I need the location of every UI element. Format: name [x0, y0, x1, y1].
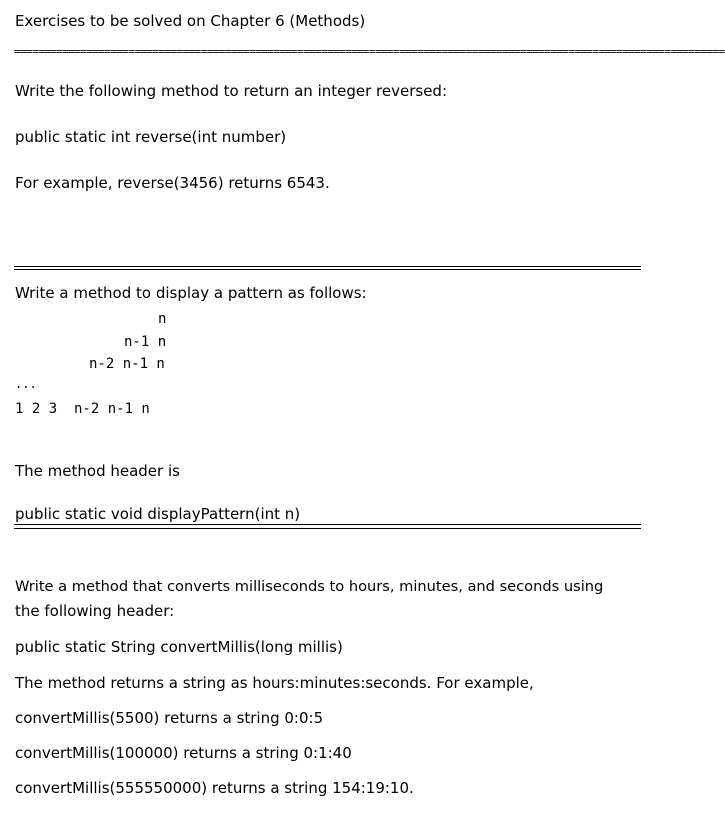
equals-separator: ====================================================================================================================== — [14, 45, 725, 58]
exercise-3-signature: public static String convertMillis(long millis) — [15, 638, 343, 656]
exercise-1-prompt: Write the following method to return an integer reversed: — [15, 82, 448, 100]
pattern-row-4: 1 2 3 n-2 n-1 n — [15, 401, 150, 417]
exercise-2-prompt: Write a method to display a pattern as follows: — [15, 284, 367, 302]
section-divider-2b — [14, 528, 641, 529]
exercise-2-signature: public static void displayPattern(int n) — [15, 505, 301, 523]
exercise-3-example-2: convertMillis(100000) returns a string 0:1:40 — [15, 744, 352, 762]
exercise-1-signature: public static int reverse(int number) — [15, 128, 287, 146]
exercise-2-header-intro: The method header is — [15, 462, 180, 480]
page-title: Exercises to be solved on Chapter 6 (Methods) — [15, 12, 366, 30]
exercise-3-description: The method returns a string as hours:minutes:seconds. For example, — [15, 674, 534, 692]
exercise-1-example: For example, reverse(3456) returns 6543. — [15, 174, 330, 192]
pattern-ellipsis: ... — [15, 377, 37, 391]
pattern-row-1: n — [158, 311, 167, 327]
section-divider-1 — [14, 266, 641, 270]
pattern-row-3: n-2 n-1 n — [89, 356, 165, 372]
exercise-3-prompt-line-2: the following header: — [15, 602, 175, 620]
exercise-3-prompt-line-1: Write a method that converts milliseconds to hours, minutes, and seconds using — [15, 578, 604, 595]
pattern-row-2: n-1 n — [124, 334, 167, 350]
exercise-3-example-3: convertMillis(555550000) returns a string 154:19:10. — [15, 779, 414, 797]
section-divider-2a — [14, 524, 641, 525]
exercise-3-example-1: convertMillis(5500) returns a string 0:0:5 — [15, 709, 324, 727]
